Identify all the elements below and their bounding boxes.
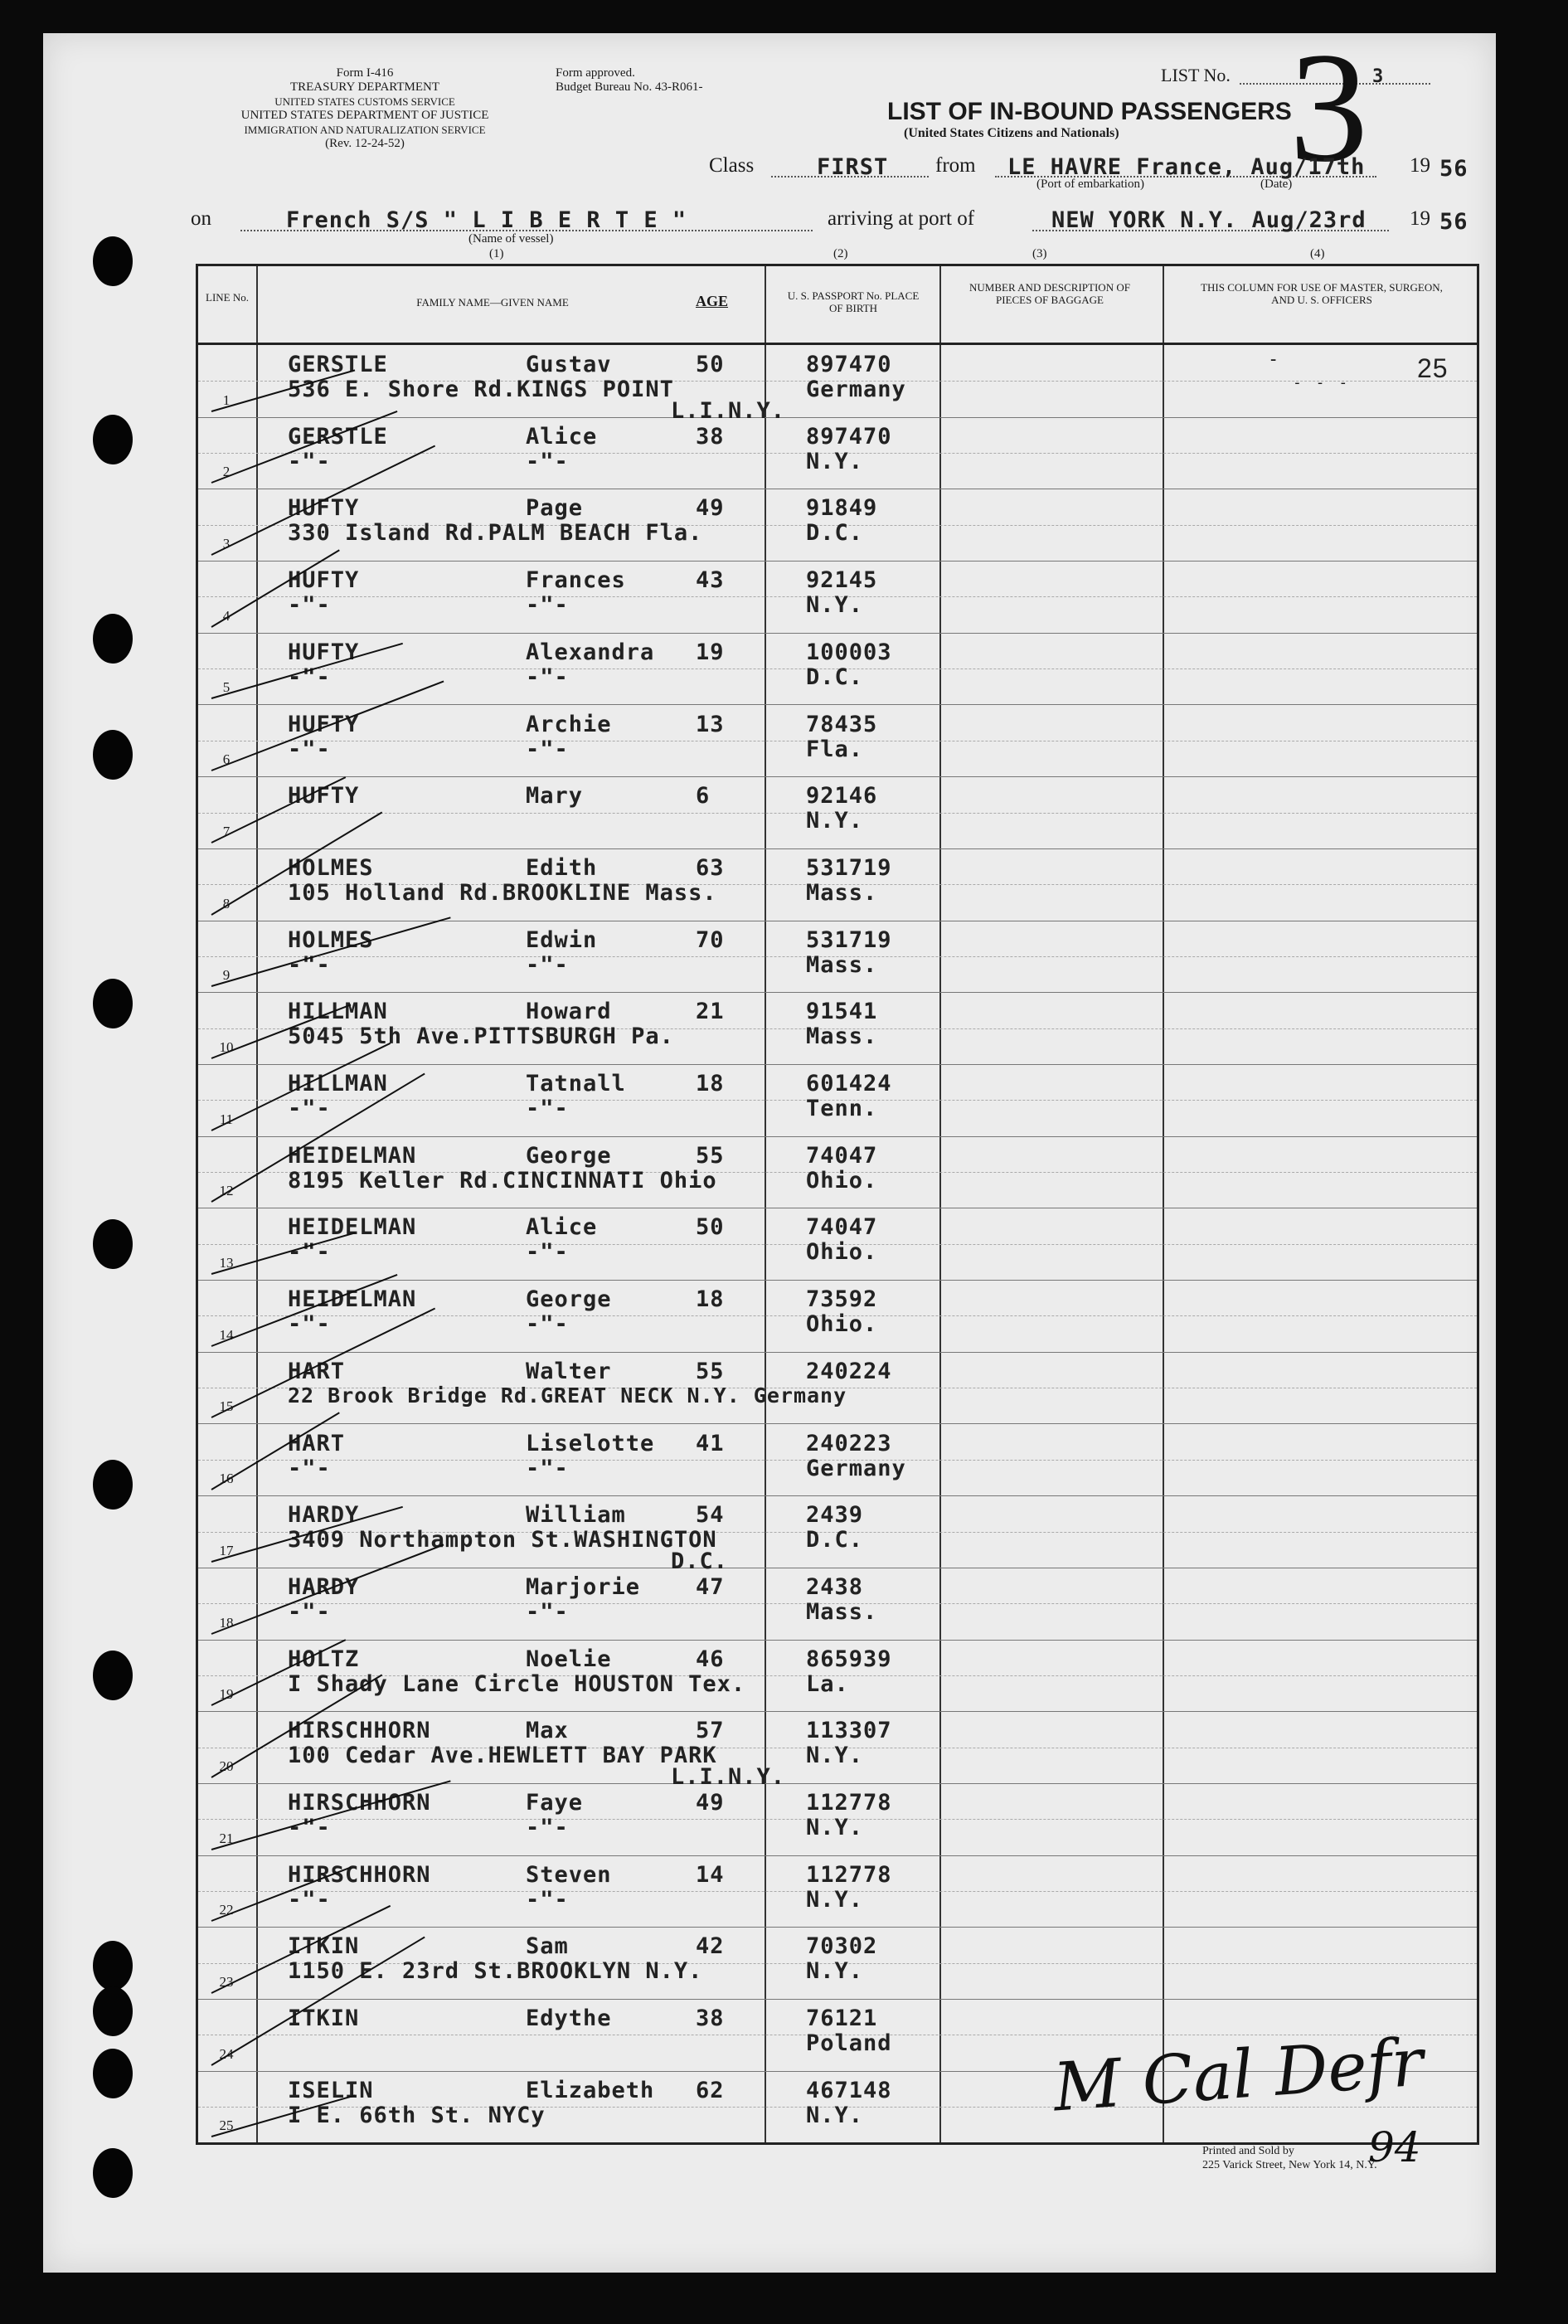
address: -"- [288, 592, 331, 619]
given-name: Archie [526, 711, 612, 737]
form-agency-block [191, 66, 539, 151]
from-value: LE HAVRE France, Aug/17th [1007, 154, 1366, 180]
form-approved: Form approved. [556, 66, 635, 80]
line-number: 4 [222, 607, 231, 624]
given-name: Max [526, 1718, 569, 1744]
list-no-handwritten: 3 [1289, 21, 1368, 195]
passport-number: 78435 [806, 711, 878, 737]
passport-number: 601424 [806, 1071, 892, 1096]
age: 55 [696, 1142, 725, 1169]
age: 57 [696, 1718, 725, 1744]
table-row [198, 1783, 1477, 1855]
treasury-dept: TREASURY DEPARTMENT [289, 80, 440, 94]
age: 14 [696, 1861, 725, 1888]
line-number: 8 [222, 895, 231, 912]
passport-number: 112778 [806, 1861, 892, 1888]
table-row [198, 848, 1477, 921]
passport-number: 240224 [806, 1358, 892, 1384]
on-label: on [191, 207, 211, 230]
place-of-birth: N.Y. [806, 1886, 864, 1913]
given-name: Alexandra [526, 639, 655, 665]
line-number: 5 [222, 679, 231, 696]
table-row [198, 1136, 1477, 1208]
family-name: ITKIN [288, 1933, 360, 1960]
given-name: Steven [526, 1861, 612, 1888]
passport-number: 100003 [806, 639, 892, 665]
address: -"- [288, 1815, 331, 1840]
table-row [198, 1424, 1477, 1496]
vessel-caption: (Name of vessel) [468, 232, 554, 246]
address: -"- [288, 1598, 331, 1625]
given-name: Alice [526, 1214, 598, 1241]
given-ditto: -"- [526, 1815, 569, 1840]
line-number: 15 [219, 1398, 234, 1415]
place-of-birth: D.C. [806, 520, 864, 547]
passport-number: 2438 [806, 1573, 864, 1600]
given-name: Marjorie [526, 1573, 641, 1600]
given-name: Alice [526, 423, 598, 450]
passport-number: 467148 [806, 2077, 892, 2103]
age: 21 [696, 999, 725, 1025]
year2-prefix: 19 [1410, 207, 1430, 230]
line-number: 22 [219, 1902, 234, 1918]
table-row [198, 1855, 1477, 1928]
check-mark [211, 1232, 356, 1276]
table-row [198, 1280, 1477, 1352]
given-name: George [526, 1286, 612, 1313]
passenger-table [196, 264, 1479, 2145]
age: 49 [696, 495, 725, 522]
age: 13 [696, 711, 725, 737]
punch-hole [93, 979, 133, 1028]
officer-signature: M Cal Defr [1051, 2023, 1426, 2127]
given-name: Sam [526, 1933, 569, 1960]
family-name: HUFTY [288, 783, 360, 810]
justice-dept: UNITED STATES DEPARTMENT OF JUSTICE [240, 109, 489, 122]
place-of-birth: Ohio. [806, 1311, 878, 1338]
table-row [198, 1927, 1477, 1999]
age: 6 [696, 783, 711, 810]
family-name: HOLMES [288, 926, 374, 953]
line-number: 2 [222, 464, 231, 480]
given-name: Howard [526, 999, 612, 1025]
line-number: 13 [219, 1255, 234, 1271]
col2-caption: (2) [833, 247, 848, 260]
address: -"- [288, 736, 331, 762]
punch-hole [93, 1986, 133, 2036]
address: 5045 5th Ave.PITTSBURGH Pa. [288, 1023, 674, 1050]
place-of-birth: Germany [806, 1455, 906, 1481]
passport-number: 74047 [806, 1142, 878, 1169]
place-of-birth: Fla. [806, 736, 864, 762]
line-number: 18 [219, 1614, 234, 1631]
passport-number: 113307 [806, 1718, 892, 1744]
table-row [198, 489, 1477, 561]
family-name: HARDY [288, 1573, 360, 1600]
table-row [198, 633, 1477, 705]
punch-hole [93, 2049, 133, 2098]
age: 41 [696, 1430, 725, 1456]
address: -"- [288, 1886, 331, 1913]
address: I E. 66th St. NYCy [288, 2102, 546, 2128]
line-number: 25 [219, 2117, 234, 2134]
address: -"- [288, 1096, 331, 1121]
given-ditto: -"- [526, 1598, 569, 1625]
age: 19 [696, 639, 725, 665]
ins-service: IMMIGRATION AND NATURALIZATION SERVICE [244, 124, 486, 136]
list-no-typed: 3 [1372, 66, 1385, 87]
punch-hole [93, 1941, 133, 1991]
header-line-no: LINE No. [206, 291, 249, 304]
age: 38 [696, 423, 725, 450]
check-mark [211, 776, 347, 844]
place-of-birth: Mass. [806, 1598, 878, 1625]
age: 18 [696, 1286, 725, 1313]
passport-number: 897470 [806, 423, 892, 450]
family-name: HOLMES [288, 854, 374, 881]
family-name: HART [288, 1430, 346, 1456]
given-name: Walter [526, 1358, 612, 1384]
list-no-label: LIST No. [1161, 65, 1231, 85]
address: I Shady Lane Circle HOUSTON Tex. [288, 1670, 746, 1697]
passport-number: 70302 [806, 1933, 878, 1960]
passport-number: 74047 [806, 1214, 878, 1241]
officer-dash: - [1268, 349, 1279, 370]
family-name: HARDY [288, 1502, 360, 1529]
age: 55 [696, 1358, 725, 1384]
line-number: 23 [219, 1974, 234, 1991]
place-of-birth: N.Y. [806, 2102, 864, 2128]
table-row [198, 1352, 1477, 1424]
address: 536 E. Shore Rd.KINGS POINT [288, 377, 674, 402]
table-row [198, 1064, 1477, 1136]
table-row [198, 776, 1477, 848]
place-of-birth: Tenn. [806, 1096, 878, 1121]
given-name: Edwin [526, 926, 598, 953]
given-ditto: -"- [526, 592, 569, 619]
given-name: George [526, 1142, 612, 1169]
passport-number: 531719 [806, 854, 892, 881]
table-row [198, 1640, 1477, 1712]
table-row [198, 705, 1477, 777]
table-row [198, 345, 1477, 424]
header-age: AGE [696, 293, 729, 309]
given-ditto: -"- [526, 1886, 569, 1913]
arrival-value: NEW YORK N.Y. Aug/23rd [1051, 207, 1367, 233]
given-name: Gustav [526, 352, 612, 377]
passport-number: 73592 [806, 1286, 878, 1313]
address: -"- [288, 664, 331, 690]
age: 63 [696, 854, 725, 881]
given-ditto: -"- [526, 1311, 569, 1338]
table-row [198, 992, 1477, 1064]
table-row [198, 561, 1477, 633]
class-value: FIRST [817, 154, 889, 180]
given-name: Edith [526, 854, 598, 881]
form-subtitle: (United States Citizens and Nationals) [904, 126, 1119, 140]
given-ditto: -"- [526, 1239, 569, 1266]
given-name: Liselotte [526, 1430, 655, 1456]
family-name: HUFTY [288, 639, 360, 665]
given-ditto: -"- [526, 736, 569, 762]
given-name: Tatnall [526, 1071, 626, 1096]
place-of-birth: N.Y. [806, 448, 864, 474]
header-baggage: NUMBER AND DESCRIPTION OF PIECES OF BAGGAGE [969, 281, 1130, 306]
arriving-label: arriving at port of [828, 207, 975, 230]
address-line-2: L.I.N.Y. [671, 398, 786, 424]
from-label: from [935, 154, 976, 177]
given-name: Noelie [526, 1646, 612, 1672]
place-of-birth: N.Y. [806, 1743, 864, 1769]
date-caption: (Date) [1260, 177, 1293, 191]
address: -"- [288, 1455, 331, 1481]
passport-number: 92146 [806, 783, 878, 810]
age: 47 [696, 1573, 725, 1600]
place-of-birth: Mass. [806, 951, 878, 978]
address: 8195 Keller Rd.CINCINNATI Ohio [288, 1167, 717, 1194]
punch-hole [93, 236, 133, 286]
line-number: 10 [219, 1038, 234, 1055]
place-of-birth: N.Y. [806, 592, 864, 619]
address: 330 Island Rd.PALM BEACH Fla. [288, 520, 703, 547]
place-of-birth: Mass. [806, 1023, 878, 1050]
age: 54 [696, 1502, 725, 1529]
line-number: 11 [219, 1111, 234, 1127]
place-of-birth: N.Y. [806, 808, 864, 834]
given-name: Page [526, 495, 584, 522]
budget-bureau: Budget Bureau No. 43-R061- [556, 80, 703, 94]
punch-hole [93, 1651, 133, 1700]
passport-number: 91541 [806, 999, 878, 1025]
family-name: HEIDELMAN [288, 1142, 417, 1169]
family-name: HILLMAN [288, 999, 388, 1025]
line-number: 21 [219, 1830, 234, 1846]
address: 22 Brook Bridge Rd.GREAT NECK N.Y. Germany [288, 1383, 847, 1408]
line-number: 7 [222, 823, 231, 839]
place-of-birth: N.Y. [806, 1958, 864, 1985]
place-of-birth: N.Y. [806, 1815, 864, 1840]
family-name: HIRSCHHORN [288, 1861, 431, 1888]
header-passport: U. S. PASSPORT No. PLACE OF BIRTH [787, 289, 920, 314]
header-officers: THIS COLUMN FOR USE OF MASTER, SURGEON, AND U. S. OFFICERS [1201, 281, 1443, 306]
passport-number: 2439 [806, 1502, 864, 1529]
passport-number: 91849 [806, 495, 878, 522]
punch-hole [93, 614, 133, 664]
given-ditto: -"- [526, 448, 569, 474]
passport-number: 240223 [806, 1430, 892, 1456]
age: 38 [696, 2006, 725, 2032]
officer-note-25: 25 [1417, 353, 1449, 383]
line-number: 14 [219, 1326, 234, 1343]
line-number: 19 [219, 1686, 234, 1703]
printer-line-1: Printed and Sold by [1202, 2145, 1294, 2157]
form-title: LIST OF IN-BOUND PASSENGERS [887, 98, 1292, 125]
age: 49 [696, 1790, 725, 1816]
family-name: HIRSCHHORN [288, 1718, 431, 1744]
table-row [198, 921, 1477, 993]
customs-service: UNITED STATES CUSTOMS SERVICE [274, 95, 455, 108]
line-number: 16 [219, 1471, 234, 1487]
revision: (Rev. 12-24-52) [325, 137, 405, 150]
handwritten-stamp: 94 [1368, 2123, 1421, 2171]
form-number: Form I-416 [336, 66, 394, 80]
passport-number: 112778 [806, 1790, 892, 1816]
family-name: HUFTY [288, 711, 360, 737]
given-ditto: -"- [526, 1096, 569, 1121]
line-number: 12 [219, 1183, 234, 1199]
age: 46 [696, 1646, 725, 1672]
passport-number: 897470 [806, 352, 892, 377]
given-ditto: -"- [526, 664, 569, 690]
age: 18 [696, 1071, 725, 1096]
printer-line-2: 225 Varick Street, New York 14, N.Y. [1202, 2159, 1377, 2171]
place-of-birth: D.C. [806, 664, 864, 690]
table-row [198, 1711, 1477, 1791]
table-row [198, 1568, 1477, 1640]
col3-caption: (3) [1032, 247, 1047, 260]
family-name: HILLMAN [288, 1071, 388, 1096]
passport-number: 76121 [806, 2006, 878, 2032]
table-row [198, 1208, 1477, 1280]
address-line-2: D.C. [671, 1549, 729, 1575]
punch-hole [93, 1460, 133, 1510]
given-name: Mary [526, 783, 584, 810]
given-name: William [526, 1502, 626, 1529]
form-approval-block [556, 66, 771, 95]
address: 1150 E. 23rd St.BROOKLYN N.Y. [288, 1958, 703, 1985]
place-of-birth: La. [806, 1670, 849, 1697]
place-of-birth: Ohio. [806, 1239, 878, 1266]
age: 50 [696, 1214, 725, 1241]
year2-suffix: 56 [1439, 209, 1468, 235]
line-number: 9 [222, 967, 231, 984]
line-number: 20 [219, 1758, 234, 1774]
place-of-birth: Ohio. [806, 1167, 878, 1194]
given-name: Edythe [526, 2006, 612, 2032]
family-name: HEIDELMAN [288, 1214, 417, 1241]
address: -"- [288, 1311, 331, 1338]
given-ditto: -"- [526, 1455, 569, 1481]
place-of-birth: D.C. [806, 1527, 864, 1553]
class-label: Class [709, 154, 755, 177]
passport-number: 531719 [806, 926, 892, 953]
family-name: HIRSCHHORN [288, 1790, 431, 1816]
year1-prefix: 19 [1410, 154, 1430, 177]
address: -"- [288, 448, 331, 474]
header-name: FAMILY NAME—GIVEN NAME [416, 296, 569, 309]
family-name: HUFTY [288, 495, 360, 522]
address: 3409 Northampton St.WASHINGTON [288, 1527, 717, 1553]
line-number: 1 [222, 391, 231, 408]
punch-hole [93, 415, 133, 464]
col4-caption: (4) [1310, 247, 1325, 260]
age: 43 [696, 567, 725, 594]
line-number: 17 [219, 1542, 234, 1558]
family-name: ITKIN [288, 2006, 360, 2032]
family-name: ISELIN [288, 2077, 374, 2103]
place-of-birth: Germany [806, 377, 906, 402]
line-number: 3 [222, 536, 231, 552]
address: -"- [288, 951, 331, 978]
punch-hole [93, 2148, 133, 2198]
age: 62 [696, 2077, 725, 2103]
family-name: HEIDELMAN [288, 1286, 417, 1313]
address: -"- [288, 1239, 331, 1266]
age: 70 [696, 926, 725, 953]
punch-hole [93, 1219, 133, 1269]
place-of-birth: Poland [806, 2030, 892, 2057]
line-number: 24 [219, 2045, 234, 2062]
given-name: Frances [526, 567, 626, 594]
passport-number: 92145 [806, 567, 878, 594]
place-of-birth: Mass. [806, 879, 878, 906]
family-name: GERSTLE [288, 423, 388, 450]
age: 50 [696, 352, 725, 377]
family-name: GERSTLE [288, 352, 388, 377]
family-name: HOLTZ [288, 1646, 360, 1672]
given-ditto: -"- [526, 951, 569, 978]
address: 105 Holland Rd.BROOKLINE Mass. [288, 879, 717, 906]
line-number: 6 [222, 751, 231, 768]
col1-caption: (1) [489, 247, 504, 260]
given-name: Faye [526, 1790, 584, 1816]
address: 100 Cedar Ave.HEWLETT BAY PARK [288, 1743, 717, 1769]
table-row [198, 417, 1477, 489]
officer-dash-2: - - - [1293, 374, 1351, 391]
table-row [198, 1495, 1477, 1575]
family-name: HUFTY [288, 567, 360, 594]
port-embark-caption: (Port of embarkation) [1036, 177, 1144, 191]
vessel-value: French S/S " L I B E R T E " [286, 207, 687, 233]
address-line-2: L.I.N.Y. [671, 1764, 786, 1791]
punch-hole [93, 730, 133, 780]
family-name: HART [288, 1358, 346, 1384]
passport-number: 865939 [806, 1646, 892, 1672]
year1-suffix: 56 [1439, 156, 1468, 182]
given-name: Elizabeth [526, 2077, 655, 2103]
age: 42 [696, 1933, 725, 1960]
